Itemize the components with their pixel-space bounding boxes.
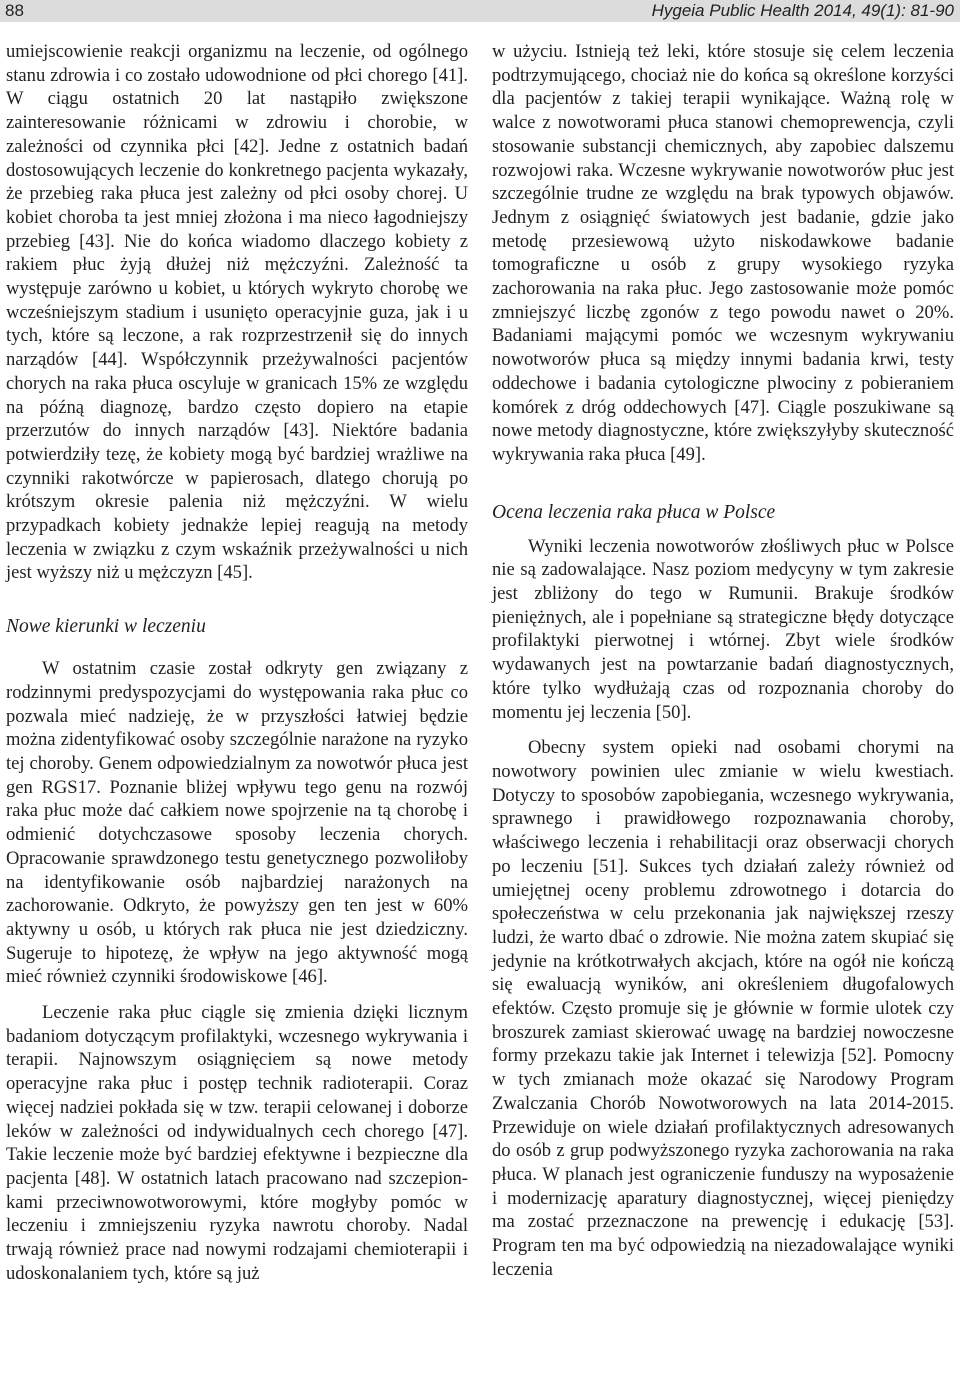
running-header xyxy=(0,0,960,22)
journal-citation: Hygeia Public Health 2014, 49(1): 81-90 xyxy=(651,1,954,20)
paragraph: W ostatnim czasie został odkryty gen związany z rodzinnymi predyspozycjami do występowania raka płuc co pozwala mieć nadzieję, że w przyszłości łatwiej będzie można zidentyfikować osoby szczególnie narażone na ryzyko tej choroby. Genem odpowiedzialnym za nowotwór płuca jest gen RGS17. Poznanie bliżej wpływu tego genu na rozwój raka płuc może dać całkiem nowe spojrzenie na tą chorobę i odmienić dotychczasowe sposoby leczenia chorych. Opracowanie sprawdzonego testu genetycznego pozwoliłoby na identyfikowanie osób najbardziej narażonych na zachorowanie. Odkryto, że powyższy gen ten jest w 60% aktywny u osób, u których rak płuca nie jest dziedziczny. Sugeruje to hipotezę, że wpływ na jego aktywność mogą mieć również czynniki środowiskowe [46]. xyxy=(6,658,468,988)
paragraph: w użyciu. Istnieją też leki, które stosuje się celem leczenia podtrzymującego, chociaż nie do końca są określone korzyści dla pacjentów z takiej terapii wynikające. Ważną rolę w walce z nowotworami płuca stanowi chemoprewencja, czyli stosowanie substancji chemicznych, aby zapobiec dalszemu rozwojowi raka. Wczesne wykrywanie nowotworów płuc jest szczególnie trudne ze względu na brak typowych objawów. Jednym z osiągnięć światowych jest badanie, gdzie jako metodę przesiewową użyto niskodawkowe badanie tomograficzne u osób z grupy wysokiego ryzyka zachorowania na raka płuc. Jego zastosowanie może pomóc zmniejszyć liczbę zgonów z tego powodu nawet o 20%. Badaniami mającymi pomóc we wczesnym wykrywaniu nowotworów płuca są między innymi badania krwi, testy oddechowe i badania cytologiczne plwociny z pobieraniem komórek z dróg oddechowych [47]. Ciągle poszukiwane są nowe metody diagnostyczne, które zwiększyłyby skuteczność wykrywania raka płuca [49]. xyxy=(492,41,954,465)
right-column xyxy=(492,40,954,1281)
section-heading-new-directions: Nowe kierunki w leczeniu xyxy=(6,616,206,638)
section-heading-poland-evaluation: Ocena leczenia raka płuca w Polsce xyxy=(492,501,776,523)
left-column xyxy=(6,40,468,1285)
paragraph: Obecny system opieki nad osobami chorymi na nowotwory powinien ulec zmianie w wielu kwestiach. Dotyczy to sposobów zapobiegania, wczesnego wykrywania, sprawnego i prawidłowego rozpoznawania choroby, właściwego leczenia i rehabilitacji oraz obserwacji chorych po leczeniu [51]. Sukces tych działań zależy również od umiejętnej oceny problemu zdrowotnego i dotarcia do społeczeństwa w celu przekonania jak największej rzeszy ludzi, że warto dbać o zdrowie. Nie można zatem skupiać się jedynie na krótkotrwałych akcjach, które na ogół nie kończą się ewaluacją wyników, ani określeniem długofalowych efektów. Często promuje się je głównie w formie ulotek czy broszurek zamiast skierować uwagę na bardziej nowoczesne formy przekazu takie jak Internet i telewizja [52]. Pomocny w tych zmianach może okazać się Narodowy Program Zwalczania Chorób Nowotworowych na lata 2014-2015. Przewiduje on wiele działań profilaktycznych adresowanych do osób z grup podwyższonego ryzyka zachorowania na raka płuca. W planach jest ograniczenie funduszy na wyposażenie i modernizację aparatury diagnostycznej, więcej pieniędzy ma zostać przeznaczone na prewencję i edukację [53]. Program ten ma być odpowiedzią na niezadowalające wyniki leczenia xyxy=(492,737,954,1280)
page-number: 88 xyxy=(5,1,24,20)
paragraph: Wyniki leczenia nowotworów złośliwych płuc w Polsce nie są zadowalające. Nasz poziom medycyny w tym zakresie jest zbliżony do tego w Rumunii. Brakuje środków pieniężnych, ale i popełniane są strategiczne błędy dotyczące profilaktyki pierwotnej i wtórnej. Zbyt wiele środków wydawanych jest na powtarzanie badań diagnostycznych, które tylko wydłużają czas od rozpoznania choroby do momentu jej leczenia [50]. xyxy=(492,535,954,723)
paragraph: umiejscowienie reakcji organizmu na leczenie, od ogólnego stanu zdrowia i co zostało udowodnione od płci chorego [41]. W ciągu ostatnich 20 lat nastąpiło zwiększone zainteresowanie różnicami w zdrowiu i chorobie, w zależności od czynnika płci [42]. Jedne z ostatnich badań dostosowujących leczenie do konkretnego pacjenta wykazały, że przebieg raka płuca jest zależny od płci osoby chorej. U kobiet choroba ta jest mniej złożona i ma nieco łagodniejszy przebieg [43]. Nie do końca wiadomo dlaczego kobiety z rakiem płuc żyją dłużej niż mężczyźni. Zależność ta występuje zarówno u kobiet, u których wykryto chorobę we wcześniejszym stadium i usunięto operacyjnie guza, jak i u tych, które są leczone, a rak rozprzestrzenił się do innych narządów [44]. Współczynnik przeżywalności pacjentów chorych na raka płuca oscyluje w granicach 15% ze względu na późną diagnozę, bardzo często dopiero na etapie przerzutów do innych narządów [43]. Niektóre badania potwierdziły tezę, że kobiety mogą być bardziej wrażliwe na czynniki rakotwórcze w papierosach, dlatego chorują po krótszym okresie palenia niż mężczyźni. W wielu przypadkach kobiety jednakże lepiej reagują na metody leczenia w związku z czym wskaźnik przeżywalności u nich jest wyższy niż u mężczyzn [45]. xyxy=(6,41,468,584)
paragraph: Leczenie raka płuc ciągle się zmienia dzięki licznym badaniom dotyczącym profilaktyki, wczesnego wykrywania i terapii. Najnowszym osiągnięciem są nowe metody operacyjne raka płuc i postęp technik radioterapii. Coraz więcej nadziei pokłada się w tzw. terapii celowanej i doborze leków w zależności od indywidualnych cech chorego [47]. Takie leczenie może być bardziej efektywne i bezpieczne dla pacjenta [48]. W ostatnich latach pracowano nad szczepionkami przeciwnowotworowymi, które mogłyby pomóc w leczeniu i zmniejszeniu ryzyka nawrotu choroby. Nadal trwają również prace nad nowymi rodzajami chemioterapii i udoskonalaniem tych, które są już xyxy=(6,1002,468,1284)
